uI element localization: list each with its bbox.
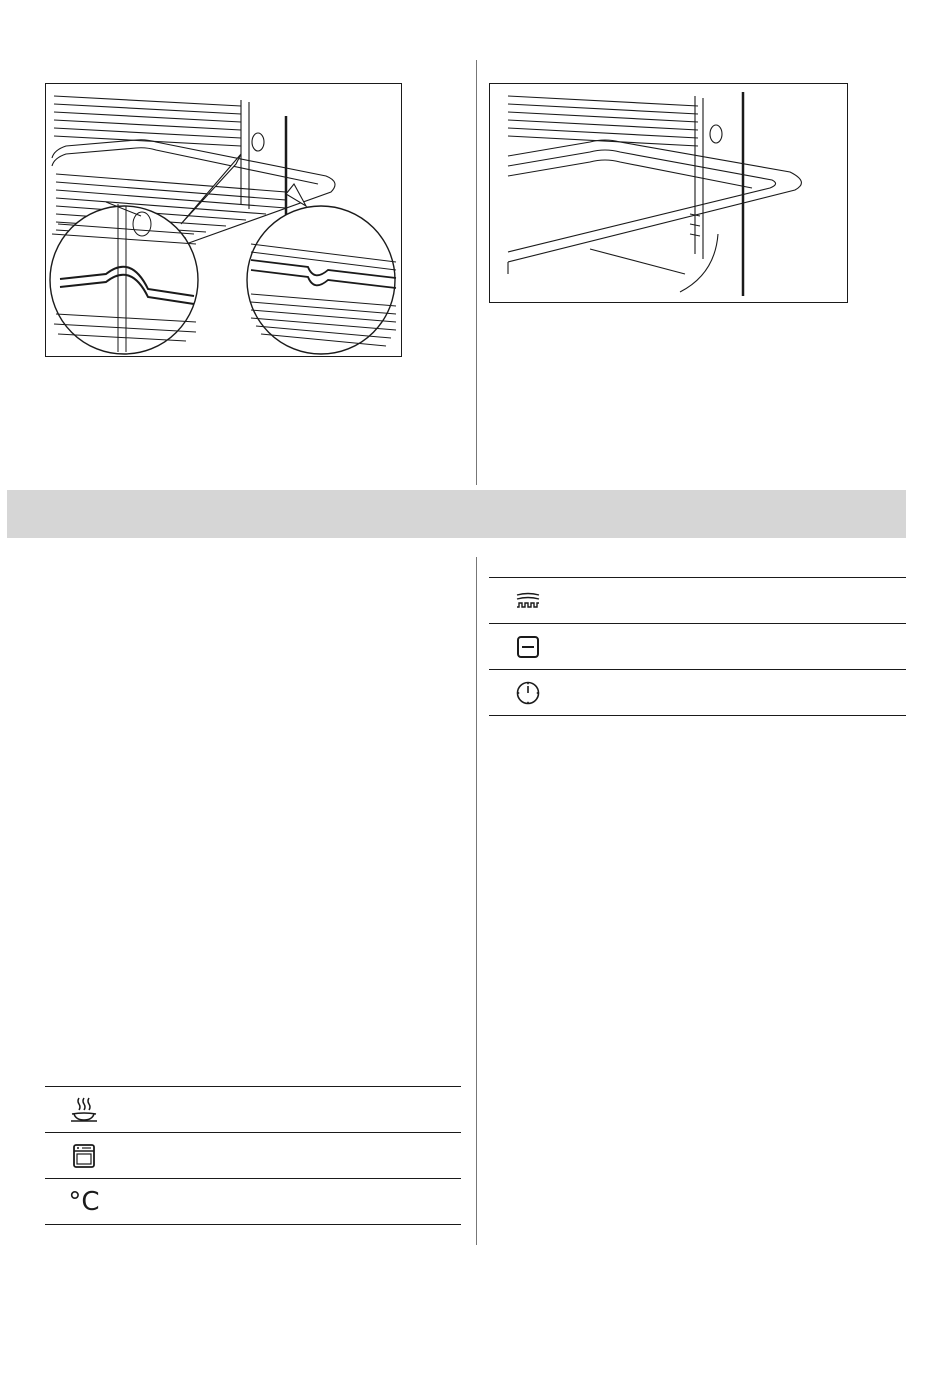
table-row xyxy=(45,1132,461,1178)
table-row xyxy=(45,1086,461,1132)
left-icon-table xyxy=(45,1086,461,1224)
celsius-symbol: °C xyxy=(68,1187,100,1217)
steam-dish-icon xyxy=(67,1095,101,1125)
column-divider-top xyxy=(476,60,477,485)
shelf-grid-drawing xyxy=(46,84,401,356)
clock-icon xyxy=(511,678,545,708)
left-illustration xyxy=(45,83,402,357)
temperature-celsius-icon xyxy=(67,1187,101,1217)
oven-icon xyxy=(67,1141,101,1171)
heating-element-icon xyxy=(511,586,545,616)
table-row xyxy=(489,669,906,716)
table-row xyxy=(489,577,906,623)
display-minus-icon xyxy=(511,632,545,662)
right-illustration xyxy=(489,83,848,303)
table-row xyxy=(45,1178,461,1225)
column-divider-bottom xyxy=(476,557,477,1245)
tray-drawing xyxy=(490,84,847,302)
right-icon-table xyxy=(489,577,906,715)
table-row xyxy=(489,623,906,669)
section-header-bar xyxy=(7,490,906,538)
